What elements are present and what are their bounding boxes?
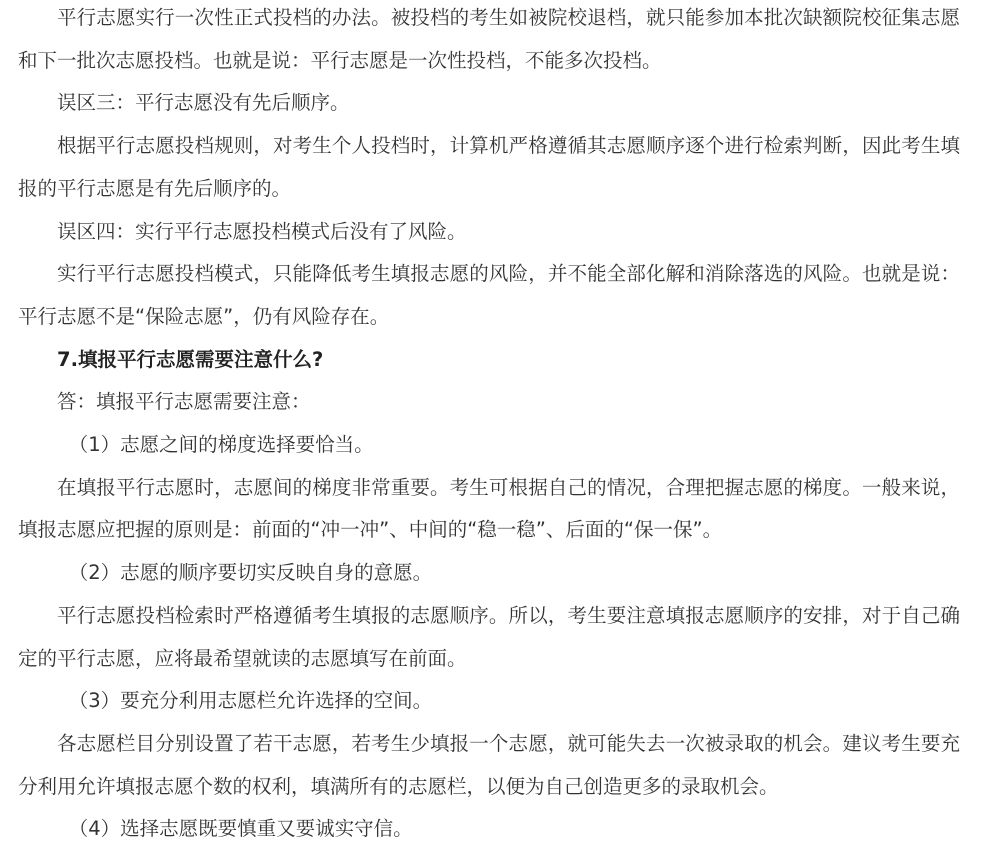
paragraph-risk: 实行平行志愿投档模式，只能降低考生填报志愿的风险，并不能全部化解和消除落选的风险。也就是说：平行志愿不是“保险志愿”，仍有风险存在。 xyxy=(18,262,960,328)
answer-intro: 答：填报平行志愿需要注意： xyxy=(57,390,311,414)
section-heading-7: 7.填报平行志愿需要注意什么? xyxy=(57,347,324,371)
point-1-title: （1）志愿之间的梯度选择要恰当。 xyxy=(68,433,374,457)
point-3-body: 各志愿栏目分别设置了若干志愿，若考生少填报一个志愿，就可能失去一次被录取的机会。建议考生要充分利用允许填报志愿个数的权利，填满所有的志愿栏，以便为自己创造更多的录取机会。 xyxy=(18,731,960,798)
misconception-three: 误区三：平行志愿没有先后顺序。 xyxy=(57,91,350,115)
document-body xyxy=(18,0,960,851)
point-1-body: 在填报平行志愿时，志愿间的梯度非常重要。考生可根据自己的情况，合理把握志愿的梯度。一般来说，填报志愿应把握的原则是：前面的“冲一冲”、中间的“稳一稳”、后面的“保一保”。 xyxy=(18,475,960,542)
point-4-title: （4）选择志愿既要慎重又要诚实守信。 xyxy=(68,817,413,841)
point-2-body: 平行志愿投档检索时严格遵循考生填报的志愿顺序。所以，考生要注意填报志愿顺序的安排，对于自己确定的平行志愿，应将最希望就读的志愿填写在前面。 xyxy=(18,603,960,670)
paragraph-order-rule: 根据平行志愿投档规则，对考生个人投档时，计算机严格遵循其志愿顺序逐个进行检索判断，因此考生填报的平行志愿是有先后顺序的。 xyxy=(18,134,960,200)
point-2-title: （2）志愿的顺序要切实反映自身的意愿。 xyxy=(68,561,433,585)
misconception-four: 误区四：实行平行志愿投档模式后没有了风险。 xyxy=(57,219,467,243)
paragraph-parallel-one-time: 平行志愿实行一次性正式投档的办法。被投档的考生如被院校退档，就只能参加本批次缺额院校征集志愿和下一批次志愿投档。也就是说：平行志愿是一次性投档，不能多次投档。 xyxy=(18,6,960,72)
point-3-title: （3）要充分利用志愿栏允许选择的空间。 xyxy=(68,689,433,713)
